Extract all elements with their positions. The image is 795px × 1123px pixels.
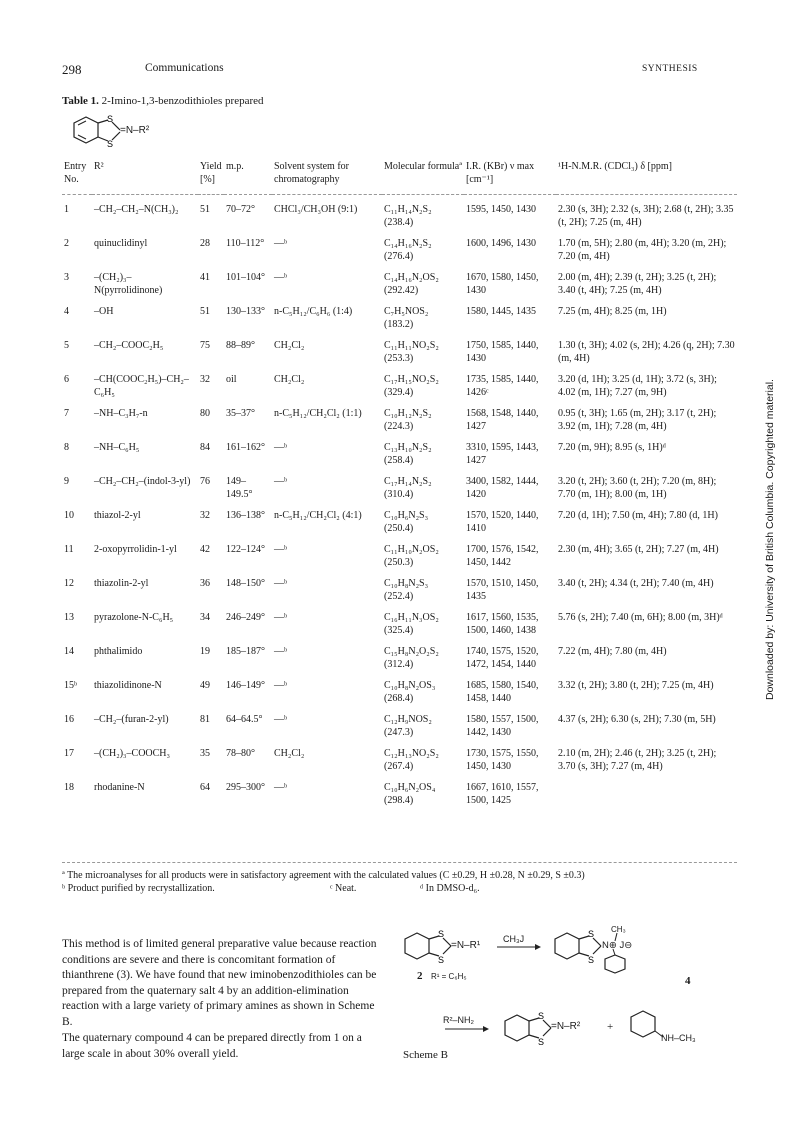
cell-r2: quinuclidinyl <box>94 238 148 249</box>
formula-text: C₁₄H₁₆N₂S₂ <box>384 238 432 249</box>
compound-2-label: 2 <box>417 970 423 982</box>
cell-solvent: —ᵇ <box>274 714 288 725</box>
cell-nmr: 3.20 (d, 1H); 3.25 (d, 1H); 3.72 (s, 3H); 4.02 (m, 1H); 7.27 (m, 9H) <box>558 374 717 398</box>
paragraph-1: This method is of limited general preparative value because reaction conditions are severe and there is concomitant formation of thianthrene (3). We have found that new iminobenzodithioles can be prepared from the quaternary salt 4 by an addition-elimination reaction with a large variety of primary amines as shown in Scheme B. <box>62 938 377 1028</box>
general-structure-label: =N–R² <box>120 125 150 136</box>
cell-yield: 51 <box>200 306 210 317</box>
svg-text:S: S <box>538 1011 545 1021</box>
formula-text: C₁₁H₁₀N₂OS₂ <box>384 544 439 555</box>
reagent-methyl-iodide: CH₃J <box>503 934 525 944</box>
cell-ir: 1595, 1450, 1430 <box>466 204 536 215</box>
cell-mp: 130–133° <box>226 306 265 317</box>
cell-ir: 1570, 1510, 1450, 1435 <box>466 578 539 602</box>
cell-nmr: 7.25 (m, 4H); 8.25 (m, 1H) <box>558 306 667 317</box>
svg-text:S: S <box>438 955 445 965</box>
molecular-weight: (312.4) <box>384 658 414 670</box>
cell-entry: 13 <box>64 612 74 623</box>
cell-mp: 88–89° <box>226 340 255 351</box>
compound-4-structure <box>555 929 625 973</box>
formula-text: C₁₀H₁₂N₂S₂ <box>384 408 432 419</box>
molecular-weight: (310.4) <box>384 488 414 500</box>
table-row <box>62 263 737 297</box>
svg-text:S: S <box>588 929 595 939</box>
molecular-weight: (250.3) <box>384 556 414 568</box>
cell-ir: 1685, 1580, 1540, 1458, 1440 <box>466 680 539 704</box>
cell-entry: 16 <box>64 714 74 725</box>
cell-formula <box>382 297 464 331</box>
molecular-weight: (258.4) <box>384 454 414 466</box>
formula-text: C₁₃H₁₀N₂S₂ <box>384 442 432 453</box>
cell-r2: –NH–C₆H₅ <box>94 442 140 453</box>
compound-4-ch3: CH₃ <box>611 925 626 934</box>
table-row <box>62 467 737 501</box>
journal-name: SYNTHESIS <box>642 64 698 74</box>
cell-entry: 9 <box>64 476 69 487</box>
cell-mp: 161–162° <box>226 442 265 453</box>
molecular-weight: (276.4) <box>384 250 414 262</box>
cell-yield: 36 <box>200 578 210 589</box>
cell-nmr: 3.40 (t, 2H); 4.34 (t, 2H); 7.40 (m, 4H) <box>558 578 714 589</box>
cell-ir: 1580, 1445, 1435 <box>466 306 536 317</box>
cell-nmr: 7.20 (d, 1H); 7.50 (m, 4H); 7.80 (d, 1H) <box>558 510 718 521</box>
cell-r2: thiazol-2-yl <box>94 510 141 521</box>
cell-yield: 28 <box>200 238 210 249</box>
col-header-entry: Entry No. <box>62 155 92 195</box>
cell-formula <box>382 195 464 230</box>
cell-ir: 1617, 1560, 1535, 1500, 1460, 1438 <box>466 612 539 636</box>
cell-r2: –CH₂–COOC₂H₅ <box>94 340 164 351</box>
table-row <box>62 297 737 331</box>
table-row <box>62 229 737 263</box>
cell-mp: 246–249° <box>226 612 265 623</box>
svg-text:S: S <box>588 955 595 965</box>
cell-mp: oil <box>226 374 237 385</box>
cell-entry: 14 <box>64 646 74 657</box>
cell-ir: 1730, 1575, 1550, 1450, 1430 <box>466 748 539 772</box>
formula-text: C₁₀H₈N₂OS₃ <box>384 680 436 691</box>
table-row <box>62 671 737 705</box>
cell-mp: 35–37° <box>226 408 255 419</box>
table-row <box>62 399 737 433</box>
cell-nmr: 2.30 (m, 4H); 3.65 (t, 2H); 7.27 (m, 4H) <box>558 544 719 555</box>
cell-solvent: —ᵇ <box>274 238 288 249</box>
col-header-formula: Molecular formulaª <box>382 155 464 195</box>
molecular-weight: (298.4) <box>384 794 414 806</box>
product-structure <box>505 1011 551 1047</box>
compound-2-nr1: =N–R¹ <box>451 940 481 951</box>
cell-entry: 8 <box>64 442 69 453</box>
cell-nmr: 3.32 (t, 2H); 3.80 (t, 2H); 7.25 (m, 4H) <box>558 680 714 691</box>
cell-ir: 1570, 1520, 1440, 1410 <box>466 510 539 534</box>
cell-nmr: 7.20 (m, 9H); 8.95 (s, 1H)ᵈ <box>558 442 666 453</box>
cell-entry: 12 <box>64 578 74 589</box>
general-structure <box>66 113 176 153</box>
cell-yield: 84 <box>200 442 210 453</box>
cell-formula <box>382 399 464 433</box>
col-header-mp: m.p. <box>224 155 272 195</box>
compound-4-label: 4 <box>685 975 691 987</box>
molecular-weight: (329.4) <box>384 386 414 398</box>
formula-text: C₁₀H₈N₂S₃ <box>384 578 429 589</box>
cell-entry: 6 <box>64 374 69 385</box>
cell-solvent: CHCl₃/CH₃OH (9:1) <box>274 204 358 215</box>
cell-mp: 148–150° <box>226 578 265 589</box>
cell-ir: 1670, 1580, 1450, 1430 <box>466 272 539 296</box>
cell-entry: 2 <box>64 238 69 249</box>
cell-ir: 1667, 1610, 1557, 1500, 1425 <box>466 782 539 806</box>
cell-r2: –CH(COOC₂H₅)–CH₂–C₆H₅ <box>94 374 189 398</box>
scheme-label: Scheme B <box>403 1049 448 1061</box>
cell-yield: 64 <box>200 782 210 793</box>
cell-mp: 110–112° <box>226 238 265 249</box>
scheme-plus: + <box>607 1021 614 1033</box>
cell-formula <box>382 705 464 739</box>
cell-r2: –CH₂–CH₂–N(CH₃)₂ <box>94 204 179 215</box>
cell-entry: 3 <box>64 272 69 283</box>
cell-formula <box>382 535 464 569</box>
cell-mp: 295–300° <box>226 782 265 793</box>
cell-mp: 149–149.5° <box>226 476 253 500</box>
cell-ir: 1735, 1585, 1440, 1426ᶜ <box>466 374 539 398</box>
formula-text: C₁₇H₁₄N₂S₂ <box>384 476 432 487</box>
cell-nmr: 4.37 (s, 2H); 6.30 (s, 2H); 7.30 (m, 5H) <box>558 714 716 725</box>
cell-solvent: n-C₅H₁₂/CH₂Cl₂ (4:1) <box>274 510 362 521</box>
footnote-d: ᵈ In DMSO-d₆. <box>420 883 480 894</box>
footnote-c: ᶜ Neat. <box>330 883 357 894</box>
cell-mp: 101–104° <box>226 272 265 283</box>
cell-r2: thiazolin-2-yl <box>94 578 149 589</box>
cell-r2: 2-oxopyrrolidin-1-yl <box>94 544 177 555</box>
formula-text: C₁₄H₁₆N₂OS₂ <box>384 272 439 283</box>
cell-solvent: —ᵇ <box>274 646 288 657</box>
cell-yield: 51 <box>200 204 210 215</box>
cell-solvent: —ᵇ <box>274 578 288 589</box>
svg-text:S: S <box>438 929 445 939</box>
paragraph-2: The quaternary compound 4 can be prepared directly from 1 on a large scale in about 30% overall yield. <box>62 1032 362 1060</box>
cell-yield: 32 <box>200 510 210 521</box>
cell-entry: 15ᵇ <box>64 680 78 691</box>
cell-formula <box>382 773 464 807</box>
cell-formula <box>382 365 464 399</box>
cell-yield: 49 <box>200 680 210 691</box>
section-title: Communications <box>145 62 224 74</box>
cell-mp: 78–80° <box>226 748 255 759</box>
cell-formula <box>382 331 464 365</box>
cell-entry: 7 <box>64 408 69 419</box>
cell-r2: –CH₂–(furan-2-yl) <box>94 714 169 725</box>
table-caption-label: Table 1. <box>62 95 99 107</box>
formula-text: C₇H₅NOS₂ <box>384 306 429 317</box>
molecular-weight: (238.4) <box>384 216 414 228</box>
cell-solvent: n-C₅H₁₂/C₆H₆ (1:4) <box>274 306 353 317</box>
cell-nmr: 2.10 (m, 2H); 2.46 (t, 2H); 3.25 (t, 2H); 3.70 (s, 3H); 7.27 (m, 4H) <box>558 748 717 772</box>
cell-entry: 18 <box>64 782 74 793</box>
formula-text: C₁₁H₁₁NO₂S₂ <box>384 340 439 351</box>
table-row <box>62 603 737 637</box>
cell-nmr: 0.95 (t, 3H); 1.65 (m, 2H); 3.17 (t, 2H); 3.92 (m, 1H); 7.28 (m, 4H) <box>558 408 717 432</box>
col-header-r2: R² <box>92 155 198 195</box>
cell-nmr <box>556 773 737 807</box>
formula-text: C₁₇H₁₅NO₂S₂ <box>384 374 439 385</box>
cell-mp: 136–138° <box>226 510 265 521</box>
table-row <box>62 331 737 365</box>
n-methylaniline-structure <box>631 1011 663 1037</box>
cell-solvent: —ᵇ <box>274 680 288 691</box>
cell-formula <box>382 263 464 297</box>
molecular-weight: (247.3) <box>384 726 414 738</box>
cell-r2: –NH–C₃H₇-n <box>94 408 148 419</box>
cell-mp: 70–72° <box>226 204 255 215</box>
cell-solvent: —ᵇ <box>274 612 288 623</box>
cell-solvent: —ᵇ <box>274 442 288 453</box>
cell-yield: 34 <box>200 612 210 623</box>
cell-ir: 1580, 1557, 1500, 1442, 1430 <box>466 714 539 738</box>
cell-solvent: n-C₅H₁₂/CH₂Cl₂ (1:1) <box>274 408 362 419</box>
table-row <box>62 365 737 399</box>
cell-r2: –OH <box>94 306 114 317</box>
cell-r2: thiazolidinone-N <box>94 680 162 691</box>
table-row <box>62 195 737 230</box>
table-row <box>62 535 737 569</box>
footnote-b: ᵇ Product purified by recrystallization. <box>62 883 215 894</box>
cell-r2: rhodanine-N <box>94 782 145 793</box>
col-header-ir: I.R. (KBr) ν max [cm⁻¹] <box>464 155 556 195</box>
cell-r2: –(CH₂)₃–N(pyrrolidinone) <box>94 272 163 296</box>
side-note-container <box>764 379 784 1100</box>
cell-formula <box>382 739 464 773</box>
cell-formula <box>382 433 464 467</box>
table-caption <box>62 95 264 107</box>
svg-text:S: S <box>107 139 114 149</box>
molecular-weight: (267.4) <box>384 760 414 772</box>
cell-nmr: 5.76 (s, 2H); 7.40 (m, 6H); 8.00 (m, 3H)ᵈ <box>558 612 723 623</box>
cell-mp: 64–64.5° <box>226 714 263 725</box>
table-row <box>62 433 737 467</box>
cell-entry: 1 <box>64 204 69 215</box>
cell-formula <box>382 671 464 705</box>
molecular-weight: (252.4) <box>384 590 414 602</box>
cell-entry: 17 <box>64 748 74 759</box>
footnote-rule <box>62 862 737 863</box>
molecular-weight: (224.3) <box>384 420 414 432</box>
cell-solvent: CH₂Cl₂ <box>274 340 305 351</box>
formula-text: C₁₆H₁₁N₃OS₂ <box>384 612 439 623</box>
table-row <box>62 569 737 603</box>
reagent-amine: R²–NH₂ <box>443 1015 474 1025</box>
table-row <box>62 501 737 535</box>
cell-solvent: —ᵇ <box>274 782 288 793</box>
svg-text:S: S <box>538 1037 545 1047</box>
cell-solvent: —ᵇ <box>274 476 288 487</box>
formula-text: C₁₀H₆N₂S₃ <box>384 510 429 521</box>
cell-yield: 32 <box>200 374 210 385</box>
cell-entry: 10 <box>64 510 74 521</box>
formula-text: C₁₁H₁₄N₂S₂ <box>384 204 432 215</box>
cell-yield: 35 <box>200 748 210 759</box>
cell-yield: 80 <box>200 408 210 419</box>
formula-text: C₁₂H₁₃NO₂S₂ <box>384 748 439 759</box>
cell-entry: 5 <box>64 340 69 351</box>
cell-entry: 11 <box>64 544 74 555</box>
footnote-a: ª The microanalyses for all products were in satisfactory agreement with the calculated values (C ±0.29, H ±0.28, N ±0.29, S ±0.3) <box>62 870 585 881</box>
cell-ir: 1700, 1576, 1542, 1450, 1442 <box>466 544 539 568</box>
cell-formula <box>382 603 464 637</box>
product-nr2: =N–R² <box>551 1021 581 1032</box>
cell-solvent: —ᵇ <box>274 544 288 555</box>
col-header-nmr: ¹H-N.M.R. (CDCl₃) δ [ppm] <box>556 155 737 195</box>
formula-text: C₁₂H₉NOS₂ <box>384 714 432 725</box>
molecular-weight: (250.4) <box>384 522 414 534</box>
cell-formula <box>382 229 464 263</box>
molecular-weight: (292.42) <box>384 284 419 296</box>
scheme-b <box>395 925 735 1075</box>
cell-yield: 81 <box>200 714 210 725</box>
download-notice: Downloaded by: University of British Columbia. Copyrighted material. <box>764 379 776 700</box>
table-row <box>62 739 737 773</box>
cell-ir: 1750, 1585, 1440, 1430 <box>466 340 539 364</box>
formula-text: C₁₅H₈N₂O₂S₂ <box>384 646 439 657</box>
cell-r2: –(CH₂)₃–COOCH₃ <box>94 748 171 759</box>
cell-entry: 4 <box>64 306 69 317</box>
cell-yield: 76 <box>200 476 210 487</box>
cell-solvent: CH₂Cl₂ <box>274 374 305 385</box>
molecular-weight: (253.3) <box>384 352 414 364</box>
byproduct-nhch3: NH–CH₃ <box>661 1033 696 1043</box>
cell-ir: 1740, 1575, 1520, 1472, 1454, 1440 <box>466 646 539 670</box>
cell-mp: 146–149° <box>226 680 265 691</box>
cell-mp: 185–187° <box>226 646 265 657</box>
cell-r2: –CH₂–CH₂–(indol-3-yl) <box>94 476 191 487</box>
cell-nmr: 7.22 (m, 4H); 7.80 (m, 4H) <box>558 646 667 657</box>
cell-yield: 19 <box>200 646 210 657</box>
cell-formula <box>382 637 464 671</box>
cell-formula <box>382 569 464 603</box>
table-row <box>62 705 737 739</box>
compound-2-r1: R¹ = C₆H₅ <box>431 972 467 981</box>
table-header-row <box>62 155 737 195</box>
cell-formula <box>382 501 464 535</box>
cell-yield: 41 <box>200 272 210 283</box>
compound-2-structure <box>405 929 451 965</box>
svg-text:S: S <box>107 114 114 124</box>
cell-solvent: —ᵇ <box>274 272 288 283</box>
col-header-solvent: Solvent system for chromatography <box>272 155 382 195</box>
molecular-weight: (268.4) <box>384 692 414 704</box>
cell-solvent: CH₂Cl₂ <box>274 748 305 759</box>
cell-nmr: 3.20 (t, 2H); 3.60 (t, 2H); 7.20 (m, 8H); 7.70 (m, 1H); 8.00 (m, 1H) <box>558 476 717 500</box>
table-row <box>62 773 737 807</box>
col-header-yield: Yield [%] <box>198 155 224 195</box>
cell-r2: phthalimido <box>94 646 143 657</box>
cell-nmr: 2.30 (s, 3H); 2.32 (s, 3H); 2.68 (t, 2H); 3.35 (t, 2H); 7.25 (m, 4H) <box>558 204 734 228</box>
table-caption-text: 2-Imino-1,3-benzodithioles prepared <box>101 95 264 107</box>
cell-nmr: 2.00 (m, 4H); 2.39 (t, 2H); 3.25 (t, 2H); 3.40 (t, 4H); 7.25 (m, 4H) <box>558 272 717 296</box>
cell-ir: 3310, 1595, 1443, 1427 <box>466 442 539 466</box>
page-number: 298 <box>62 62 82 77</box>
cell-yield: 75 <box>200 340 210 351</box>
cell-nmr: 1.70 (m, 5H); 2.80 (m, 4H); 3.20 (m, 2H); 7.20 (m, 4H) <box>558 238 727 262</box>
cell-ir: 1600, 1496, 1430 <box>466 238 536 249</box>
cell-ir: 1568, 1548, 1440, 1427 <box>466 408 539 432</box>
molecular-weight: (325.4) <box>384 624 414 636</box>
cell-nmr: 1.30 (t, 3H); 4.02 (s, 2H); 4.26 (q, 2H); 7.30 (m, 4H) <box>558 340 735 364</box>
compound-4-quat: N⊕ J⊖ <box>602 940 633 951</box>
formula-text: C₁₀H₆N₂OS₄ <box>384 782 436 793</box>
molecular-weight: (183.2) <box>384 318 414 330</box>
table-row <box>62 637 737 671</box>
cell-formula <box>382 467 464 501</box>
cell-mp: 122–124° <box>226 544 265 555</box>
cell-yield: 42 <box>200 544 210 555</box>
cell-ir: 3400, 1582, 1444, 1420 <box>466 476 539 500</box>
compounds-table <box>62 155 737 807</box>
cell-r2: pyrazolone-N-C₆H₅ <box>94 612 174 623</box>
